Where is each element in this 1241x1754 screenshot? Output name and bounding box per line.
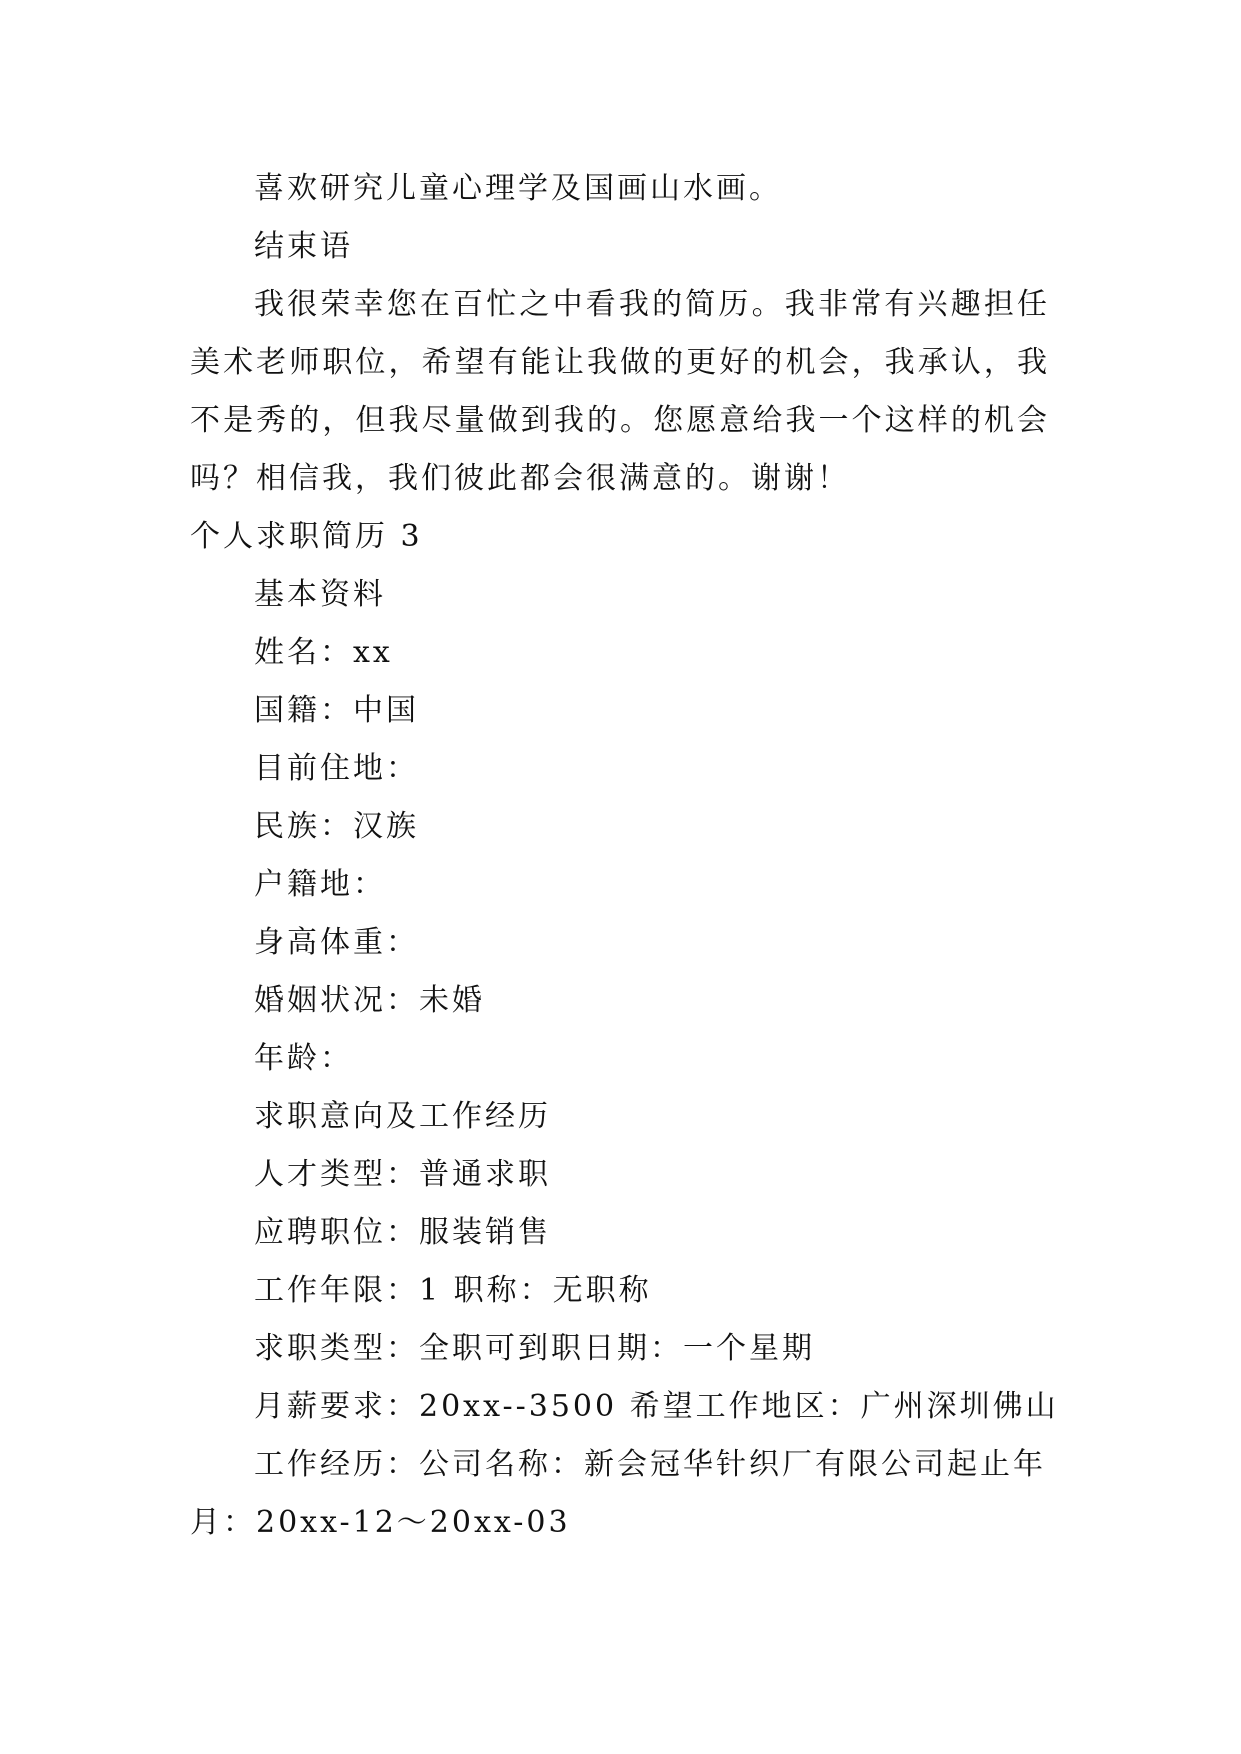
current-residence-field: 目前住地： — [254, 751, 419, 786]
age-field: 年龄： — [254, 1041, 353, 1076]
hobby-line: 喜欢研究儿童心理学及国画山水画。 — [254, 171, 782, 206]
section-title: 个人求职简历 3 — [190, 519, 423, 554]
name-field: 姓名：xx — [254, 635, 393, 670]
document-body — [190, 160, 1059, 1552]
salary-location-field: 月薪要求：20xx--3500 希望工作地区：广州深圳佛山 — [254, 1389, 1059, 1424]
closing-heading: 结束语 — [254, 229, 353, 264]
job-type-start-date-field: 求职类型：全职可到职日期：一个星期 — [254, 1331, 815, 1366]
talent-type-field: 人才类型：普通求职 — [254, 1157, 551, 1192]
marital-status-field: 婚姻状况：未婚 — [254, 983, 485, 1018]
work-years-title-field: 工作年限：1 职称：无职称 — [254, 1273, 652, 1308]
basic-info-heading: 基本资料 — [254, 577, 386, 612]
work-experience-field: 工作经历：公司名称：新会冠华针织厂有限公司起止年月：20xx-12～20xx-03 — [190, 1447, 1046, 1540]
applied-position-field: 应聘职位：服装销售 — [254, 1215, 551, 1250]
ethnicity-field: 民族：汉族 — [254, 809, 419, 844]
height-weight-field: 身高体重： — [254, 925, 419, 960]
nationality-field: 国籍：中国 — [254, 693, 419, 728]
job-intention-heading: 求职意向及工作经历 — [254, 1099, 551, 1134]
household-registration-field: 户籍地： — [254, 867, 386, 902]
closing-paragraph: 我很荣幸您在百忙之中看我的简历。我非常有兴趣担任美术老师职位，希望有能让我做的更好的机会，我承认，我不是秀的，但我尽量做到我的。您愿意给我一个这样的机会吗？相信我，我们彼此都会很满意的。谢谢！ — [190, 287, 1050, 496]
